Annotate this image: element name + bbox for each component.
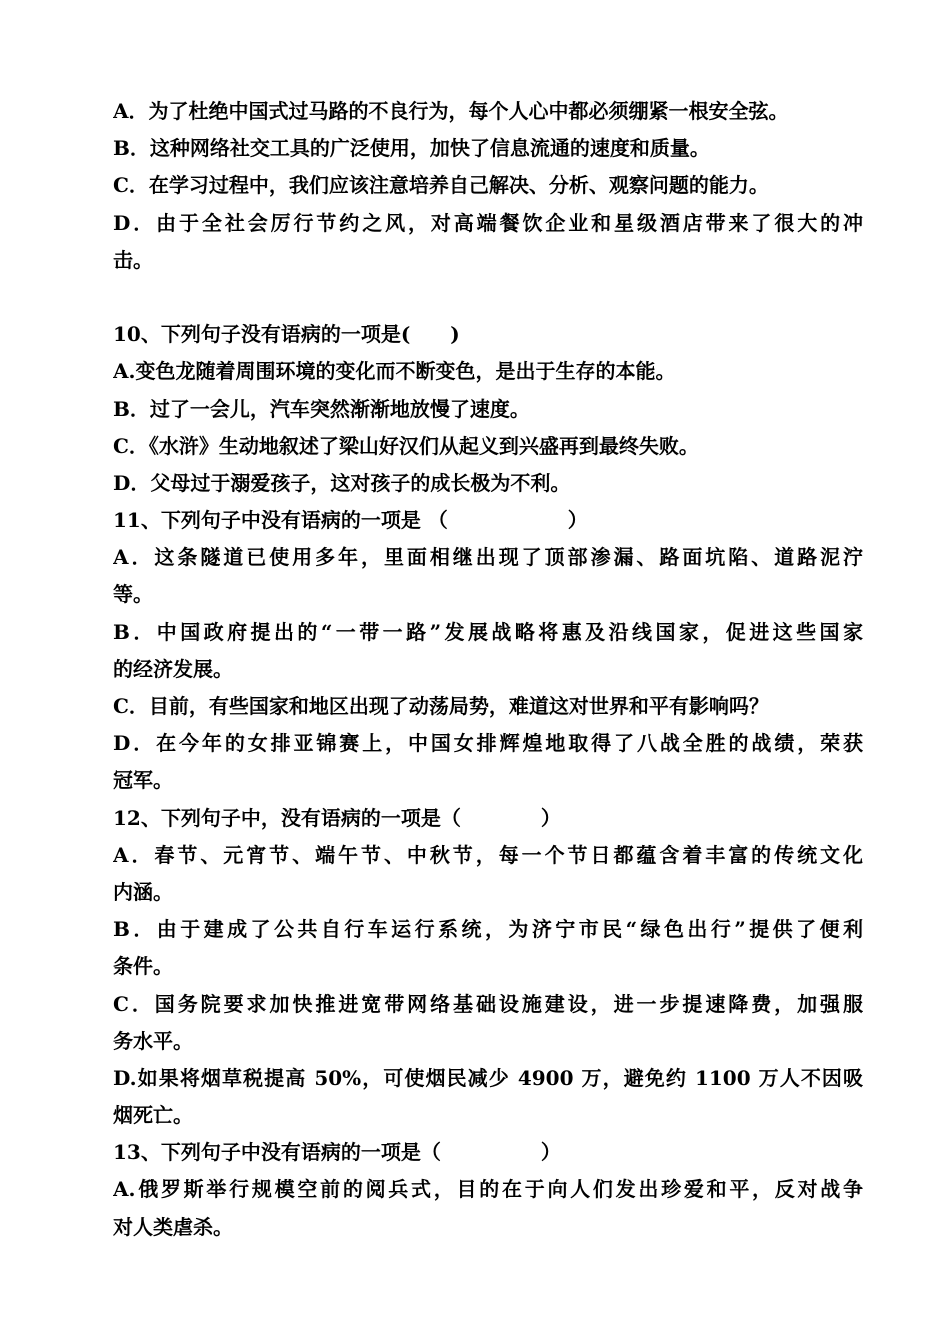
option-c: C．《水浒》生动地叙述了梁山好汉们从起义到兴盛再到最终失败。 [113,433,699,458]
option-c: C．在学习过程中，我们应该注意培养自己解决、分析、观察问题的能力。 [113,173,769,198]
option-d-continued: 冠军。 [113,768,173,793]
option-c-continued: 务水平。 [113,1028,193,1053]
blank-line [113,279,863,316]
option-a: A．春节、元宵节、端午节、中秋节，每一个节日都蕴含着丰富的传统文化 [113,842,863,867]
option-c: C．目前，有些国家和地区出现了动荡局势，难道这对世界和平有影响吗？ [113,694,769,718]
option-d: D.如果将烟草税提高 50%，可使烟民减少 4900 万，避免约 1100 万人不因吸 [113,1065,863,1090]
question-stem: 12、下列句子中，没有语病的一项是（ ） [113,805,561,830]
option-d-continued: 击。 [113,247,153,272]
option-a: A．这条隧道已使用多年，里面相继出现了顶部渗漏、路面坑陷、道路泥泞 [113,545,863,570]
question-13 [113,1134,863,1246]
option-b: B．中国政府提出的“一带一路”发展战略将惠及沿线国家，促进这些国家 [113,619,863,644]
option-d: D．由于全社会厉行节约之风，对高端餐饮企业和星级酒店带来了很大的冲 [113,210,863,235]
option-a: A.变色龙随着周围环境的变化而不断变色，是出于生存的本能。 [113,359,676,384]
question-11 [113,502,863,800]
option-d: D．在今年的女排亚锦赛上，中国女排辉煌地取得了八战全胜的战绩，荣获 [113,731,863,756]
option-d: D．父母过于溺爱孩子，这对孩子的成长极为不利。 [113,470,571,495]
question-stem: 13、下列句子中没有语病的一项是（ ） [113,1140,561,1165]
option-a: A．为了杜绝中国式过马路的不良行为，每个人心中都必须绷紧一根安全弦。 [113,99,789,123]
option-a-continued: 内涵。 [113,879,173,904]
option-b: B．这种网络社交工具的广泛使用，加快了信息流通的速度和质量。 [113,136,710,161]
option-d-continued: 烟死亡。 [113,1103,193,1128]
question-stem: 11、下列句子中没有语病的一项是 （ ） [113,508,588,533]
option-a-continued: 对人类虐杀。 [113,1214,233,1239]
option-b: B．由于建成了公共自行车运行系统，为济宁市民“绿色出行”提供了便利 [113,917,863,942]
question-12 [113,800,863,1135]
option-b-continued: 的经济发展。 [113,656,233,681]
question-10 [113,316,863,502]
option-b-continued: 条件。 [113,954,173,979]
question-stem: 10、下列句子没有语病的一项是( ) [113,322,460,347]
option-b: B．过了一会儿，汽车突然渐渐地放慢了速度。 [113,396,530,421]
option-a: A.俄罗斯举行规模空前的阅兵式，目的在于向人们发出珍爱和平，反对战争 [113,1177,863,1202]
option-a-continued: 等。 [113,582,153,607]
previous-question-options [113,93,863,279]
document-page [113,93,863,1246]
option-c: C．国务院要求加快推进宽带网络基础设施建设，进一步提速降费，加强服 [113,991,863,1016]
